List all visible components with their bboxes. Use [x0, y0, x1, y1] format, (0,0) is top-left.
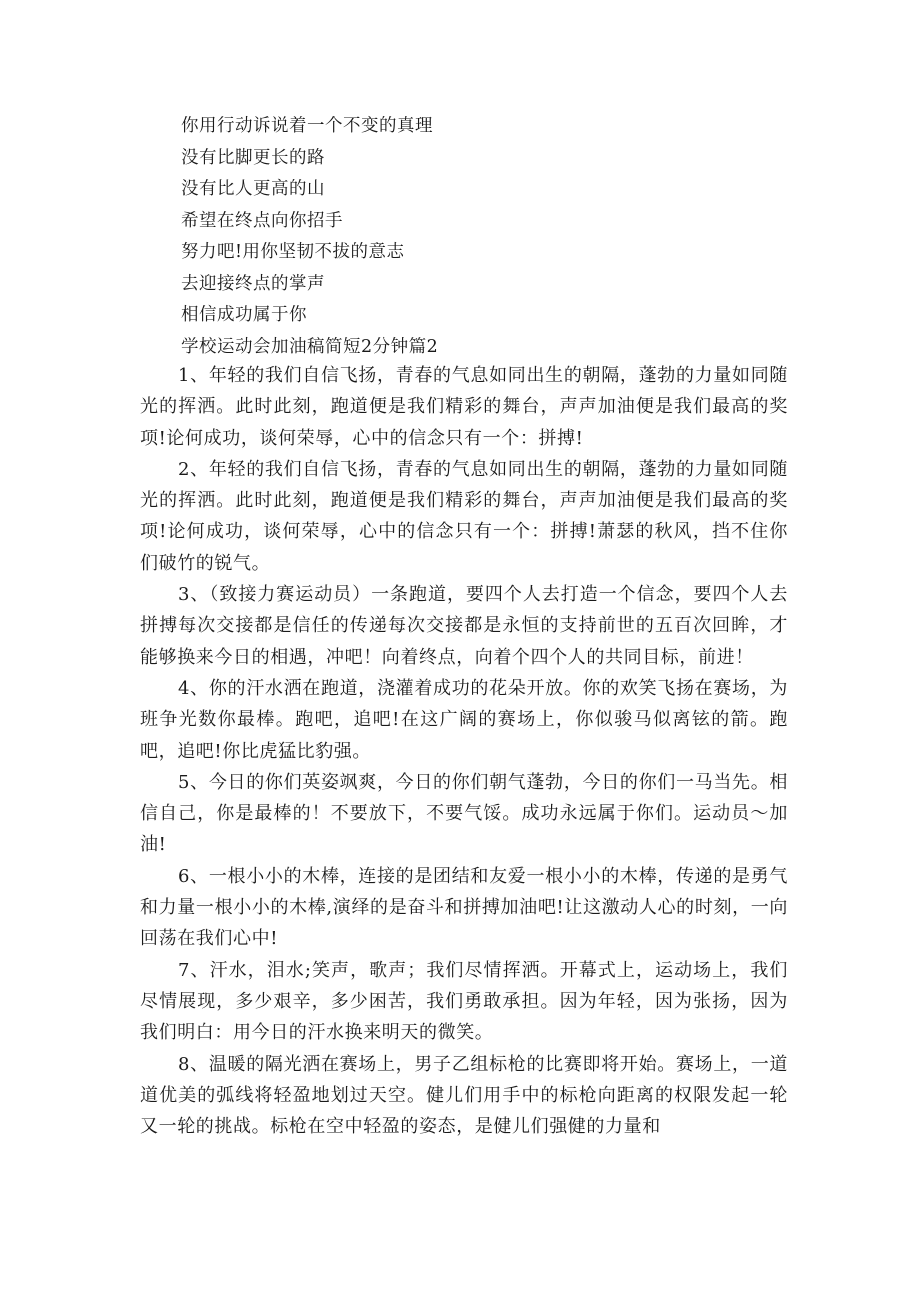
poem-line: 努力吧!用你坚韧不拔的意志 [181, 242, 405, 262]
poem-line: 没有比脚更长的路 [181, 147, 325, 168]
paragraph: 5、今日的你们英姿飒爽，今日的你们朝气蓬勃，今日的你们一马当先。相信自己，你是最棒的！不要放下，不要气馁。成功永远属于你们。运动员〜加油! [140, 771, 788, 856]
poem-block [181, 111, 781, 363]
paragraph: 7、汗水，泪水;笑声，歌声；我们尽情挥洒。开幕式上，运动场上，我们尽情展现，多少艰辛，多少困苦，我们勇敢承担。因为年轻，因为张扬，因为我们明白：用今日的汗水换来明天的微笑。 [140, 959, 788, 1044]
body-text [140, 360, 788, 1142]
poem-line: 去迎接终点的掌声 [181, 273, 325, 294]
paragraph: 3、（致接力赛运动员）一条跑道，要四个人去打造一个信念，要四个人去拼搏每次交接都是信任的传递每次交接都是永恒的支持前世的五百次回眸，才能够换来今日的相遇，冲吧！向着终点，向着个四个人的共同目标，前进！ [140, 584, 788, 668]
paragraph: 8、温暖的隔光洒在赛场上，男子乙组标枪的比赛即将开始。赛场上，一道道优美的弧线将轻盈地划过天空。健儿们用手中的标枪向距离的权限发起一轮又一轮的挑战。标枪在空中轻盈的姿态，是健儿们强健的力量和 [140, 1053, 788, 1138]
paragraph: 4、你的汗水洒在跑道，浇灌着成功的花朵开放。你的欢笑飞扬在赛场，为班争光数你最棒。跑吧，追吧!在这广阔的赛场上，你似骏马似离铉的箭。跑吧，追吧!你比虎猛比豹强。 [140, 677, 788, 762]
paragraph: 1、年轻的我们自信飞扬，青春的气息如同出生的朝隔，蓬勃的力量如同随光的挥洒。此时此刻，跑道便是我们精彩的舞台，声声加油便是我们最高的奖项!论何成功，谈何荣辱，心中的信念只有一个：拼搏! [140, 365, 788, 449]
section-heading: 学校运动会加油稿简短2分钟篇2 [181, 336, 439, 357]
poem-line: 相信成功属于你 [181, 305, 307, 325]
poem-line: 你用行动诉说着一个不变的真理 [181, 116, 433, 136]
paragraph: 6、一根小小的木棒，连接的是团结和友爱一根小小的木棒，传递的是勇气和力量一根小小的木棒,演绎的是奋斗和拼搏加油吧!让这激动人心的时刻，一向回荡在我们心中! [140, 865, 788, 950]
poem-line: 希望在终点向你招手 [181, 210, 343, 231]
poem-line: 没有比人更高的山 [181, 179, 325, 199]
paragraph: 2、年轻的我们自信飞扬，青春的气息如同出生的朝隔，蓬勃的力量如同随光的挥洒。此时此刻，跑道便是我们精彩的舞台，声声加油便是我们最高的奖项!论何成功，谈何荣辱，心中的信念只有一个：拼搏!萧瑟的秋风，挡不住你们破竹的锐气。 [140, 458, 788, 574]
